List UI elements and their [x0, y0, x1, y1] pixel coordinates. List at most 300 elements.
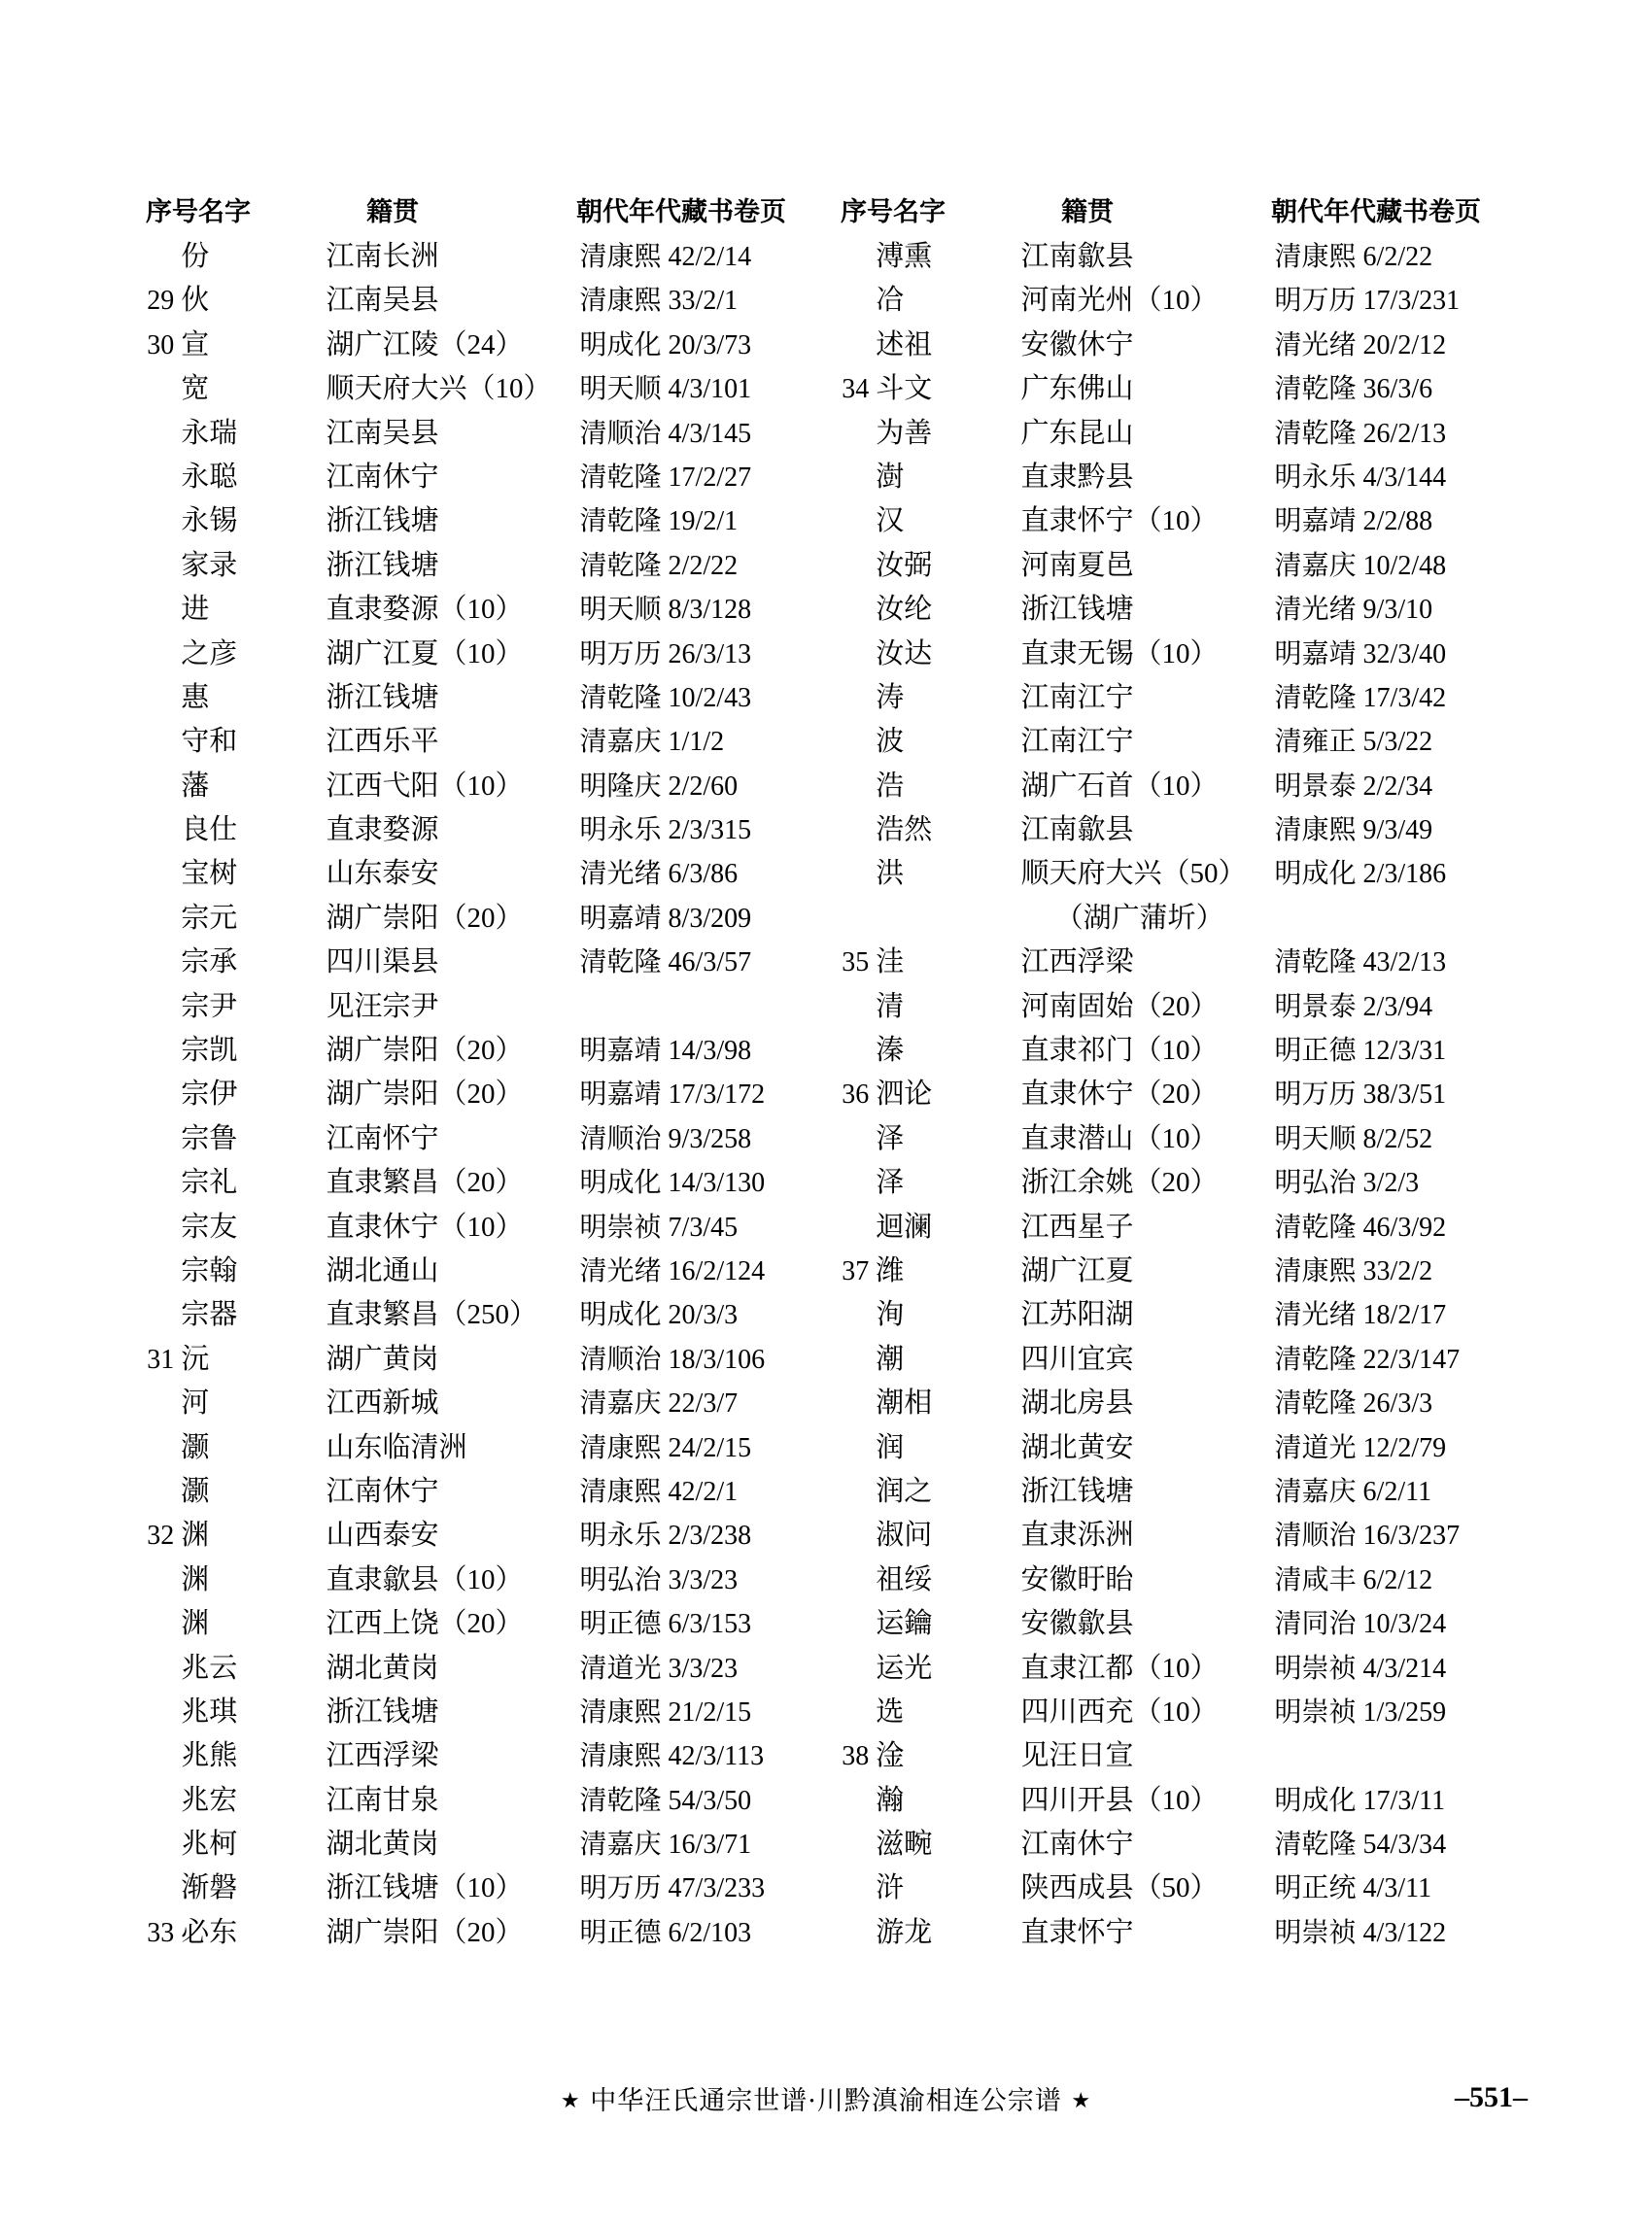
table-row	[134, 1734, 829, 1778]
table-row	[134, 765, 829, 808]
row-name: 宣	[181, 328, 210, 360]
row-source: 明万历 17/3/231	[1274, 286, 1461, 317]
row-name: 宗元	[181, 902, 238, 934]
row-name: 渊	[181, 1520, 210, 1552]
row-name: 兆琪	[181, 1696, 238, 1728]
row-name: 永瑞	[181, 417, 238, 449]
row-origin: 江西弋阳（10）	[326, 770, 524, 802]
row-origin: 浙江钱塘（10）	[326, 1872, 524, 1904]
row-source: 清嘉庆 10/2/48	[1274, 550, 1447, 581]
row-origin: 江南歙县	[1020, 241, 1134, 272]
row-name: 渐磐	[181, 1872, 238, 1904]
row-origin: 江南甘泉	[326, 1784, 439, 1816]
row-name: 涛	[876, 681, 905, 713]
table-row	[134, 1426, 829, 1470]
row-source: 明成化 2/3/186	[1274, 859, 1447, 890]
row-source: 清乾隆 54/3/50	[579, 1785, 752, 1816]
table-row	[134, 412, 829, 456]
table-row	[134, 897, 829, 941]
row-origin: 浙江钱塘	[326, 1696, 439, 1728]
table-row	[829, 941, 1524, 984]
row-index: 37	[842, 1255, 870, 1286]
row-origin: 直隶休宁（20）	[1020, 1079, 1219, 1111]
row-source: 清乾隆 46/3/57	[579, 947, 752, 978]
table-row	[829, 1029, 1524, 1073]
row-source: 清光绪 20/2/12	[1274, 329, 1447, 360]
table-row	[829, 897, 1524, 941]
table-row	[829, 1161, 1524, 1205]
table-row	[134, 1382, 829, 1425]
row-origin: 湖广江夏	[1020, 1254, 1134, 1286]
row-name: 兆云	[181, 1652, 238, 1684]
row-origin: 广东佛山	[1020, 373, 1134, 405]
row-source: 明嘉靖 2/2/88	[1274, 506, 1433, 537]
genealogy-table	[134, 190, 1524, 1955]
row-name: 宗友	[181, 1211, 238, 1243]
row-origin: 湖广江陵（24）	[326, 328, 524, 360]
row-name: 伙	[181, 285, 210, 317]
row-origin: 湖北黄安	[1020, 1431, 1134, 1463]
row-name: 泽	[876, 1167, 905, 1199]
row-source: 明正统 4/3/11	[1274, 1873, 1432, 1904]
row-source: 明成化 17/3/11	[1274, 1785, 1446, 1816]
right-column-header	[829, 190, 1524, 235]
row-source: 清咸丰 6/2/12	[1274, 1564, 1433, 1595]
table-row	[829, 1382, 1524, 1425]
table-row	[829, 985, 1524, 1029]
row-name: 滋畹	[876, 1829, 933, 1861]
row-name: 浩	[876, 770, 905, 802]
table-row	[134, 941, 829, 984]
row-name: 迴澜	[876, 1211, 933, 1243]
row-source: 明景泰 2/2/34	[1274, 771, 1433, 802]
row-source: 清嘉庆 6/2/11	[1274, 1476, 1432, 1507]
table-row	[134, 1117, 829, 1161]
table-row	[829, 1779, 1524, 1823]
row-name: 宗翰	[181, 1254, 238, 1286]
table-row	[134, 633, 829, 676]
row-index: 36	[842, 1079, 870, 1111]
row-source: 清嘉庆 1/1/2	[579, 727, 725, 758]
row-name: 兆宏	[181, 1784, 238, 1816]
row-source: 明万历 47/3/233	[579, 1873, 766, 1904]
table-row	[134, 1779, 829, 1823]
row-source: 明正德 12/3/31	[1274, 1036, 1447, 1067]
left-column-header	[134, 190, 829, 235]
row-source: 明永乐 2/3/238	[579, 1521, 752, 1552]
row-source: 清光绪 18/2/17	[1274, 1300, 1447, 1331]
row-index: 29	[147, 286, 175, 317]
row-origin: 安徽歙县	[1020, 1608, 1134, 1640]
row-origin: 山东泰安	[326, 858, 439, 890]
table-row	[134, 1470, 829, 1514]
row-name: 之彦	[181, 637, 238, 669]
row-source: 清康熙 24/2/15	[579, 1432, 752, 1463]
row-name: 汝纶	[876, 594, 933, 626]
table-row	[829, 1250, 1524, 1293]
row-source: 清乾隆 26/3/3	[1274, 1388, 1433, 1420]
row-name: 述祖	[876, 328, 933, 360]
row-source: 明天顺 4/3/101	[579, 374, 752, 405]
row-name: 斗文	[876, 373, 933, 405]
table-row	[829, 544, 1524, 588]
row-name: 宽	[181, 373, 210, 405]
row-name: 瀚	[876, 1784, 905, 1816]
row-name: 澍	[876, 461, 905, 493]
row-index: 32	[147, 1521, 175, 1552]
row-origin: 直隶潜山（10）	[1020, 1122, 1219, 1154]
row-origin: 直隶黔县	[1020, 461, 1134, 493]
table-row	[134, 324, 829, 367]
row-name: 游龙	[876, 1916, 933, 1948]
row-source: 清康熙 33/2/1	[579, 286, 739, 317]
row-origin: 湖北通山	[326, 1254, 439, 1286]
table-row	[829, 1602, 1524, 1646]
row-origin: 湖广崇阳（20）	[326, 1079, 524, 1111]
row-origin: 四川开县（10）	[1020, 1784, 1219, 1816]
row-origin: 安徽盱眙	[1020, 1563, 1134, 1595]
row-origin: 湖广崇阳（20）	[326, 1916, 524, 1948]
row-origin: 湖北黄岗	[326, 1829, 439, 1861]
row-origin: 直隶怀宁（10）	[1020, 505, 1219, 537]
row-origin: 直隶繁昌（250）	[326, 1299, 538, 1331]
row-source: 清同治 10/3/24	[1274, 1609, 1447, 1640]
row-source: 明永乐 4/3/144	[1274, 462, 1447, 493]
row-source: 清光绪 9/3/10	[1274, 595, 1433, 626]
row-origin: 湖广崇阳（20）	[326, 1035, 524, 1067]
row-origin: 直隶休宁（10）	[326, 1211, 524, 1243]
row-name: 必东	[181, 1916, 238, 1948]
row-name: 守和	[181, 726, 238, 758]
row-name: 润	[876, 1431, 905, 1463]
row-name: 永锡	[181, 505, 238, 537]
table-row	[134, 1073, 829, 1116]
table-row	[829, 808, 1524, 852]
row-origin: 广东昆山	[1020, 417, 1134, 449]
table-row	[829, 279, 1524, 323]
table-row	[829, 588, 1524, 632]
row-name: 宗凯	[181, 1035, 238, 1067]
row-name: 灏	[181, 1475, 210, 1507]
table-row	[829, 1073, 1524, 1116]
table-row	[829, 1470, 1524, 1514]
row-source: 清乾隆 2/2/22	[579, 550, 739, 581]
table-row	[134, 1691, 829, 1734]
row-name: 进	[181, 594, 210, 626]
row-origin: 直隶怀宁	[1020, 1916, 1134, 1948]
table-row	[829, 1293, 1524, 1337]
row-name: 河	[181, 1388, 210, 1420]
row-source: 明弘治 3/3/23	[579, 1564, 739, 1595]
row-name: 沅	[181, 1343, 210, 1375]
row-source: 明万历 38/3/51	[1274, 1079, 1447, 1111]
row-name: 淦	[876, 1740, 905, 1772]
row-source: 明永乐 2/3/315	[579, 815, 752, 846]
header-source: 朝代年代藏书卷页	[576, 197, 786, 227]
row-index: 34	[842, 374, 870, 405]
table-row	[829, 1647, 1524, 1691]
table-row	[134, 1602, 829, 1646]
table-row	[829, 367, 1524, 411]
row-origin: 山东临清洲	[326, 1431, 467, 1463]
row-name: 渊	[181, 1608, 210, 1640]
table-row	[829, 633, 1524, 676]
row-name: 泽	[876, 1122, 905, 1154]
row-name: 宗承	[181, 946, 238, 978]
row-name: 汝弼	[876, 549, 933, 581]
table-row	[134, 1338, 829, 1382]
row-name: 宗器	[181, 1299, 238, 1331]
row-origin: 江西乐平	[326, 726, 439, 758]
table-row	[829, 1911, 1524, 1955]
row-source: 清光绪 6/3/86	[579, 859, 739, 890]
row-origin: 江南吴县	[326, 417, 439, 449]
row-source: 清顺治 16/3/237	[1274, 1521, 1461, 1552]
table-row	[134, 985, 829, 1029]
row-origin: 江南歙县	[1020, 814, 1134, 846]
table-row	[829, 1117, 1524, 1161]
row-origin: 四川渠县	[326, 946, 439, 978]
row-origin: 河南光州（10）	[1020, 285, 1219, 317]
header-name: 序号名字	[841, 197, 946, 227]
row-origin: 浙江钱塘	[326, 505, 439, 537]
table-row	[134, 1161, 829, 1205]
row-name: 运光	[876, 1652, 933, 1684]
row-source: 清康熙 9/3/49	[1274, 815, 1433, 846]
row-name: 渊	[181, 1563, 210, 1595]
row-origin: 浙江余姚（20）	[1020, 1167, 1219, 1199]
table-row	[829, 456, 1524, 499]
table-row	[134, 1206, 829, 1250]
row-origin: 江南江宁	[1020, 681, 1134, 713]
table-row	[829, 852, 1524, 896]
row-name: 洪	[876, 858, 905, 890]
row-origin: 江南休宁	[326, 461, 439, 493]
row-origin: 湖广黄岗	[326, 1343, 439, 1375]
row-source: 明正德 6/3/153	[579, 1609, 752, 1640]
row-origin: 湖北黄岗	[326, 1652, 439, 1684]
row-origin: （湖广蒲圻）	[1054, 902, 1224, 934]
row-source: 清道光 3/3/23	[579, 1653, 739, 1684]
header-source: 朝代年代藏书卷页	[1271, 197, 1481, 227]
row-name: 良仕	[181, 814, 238, 846]
star-right-icon: ★	[1071, 2089, 1092, 2113]
table-row	[829, 1867, 1524, 1910]
row-source: 清康熙 6/2/22	[1274, 242, 1433, 272]
row-source: 明弘治 3/2/3	[1274, 1168, 1420, 1199]
table-row	[134, 1514, 829, 1558]
row-source: 明天顺 8/3/128	[579, 595, 752, 626]
row-source: 明崇祯 4/3/122	[1274, 1917, 1447, 1948]
star-left-icon: ★	[560, 2089, 581, 2113]
table-row	[134, 1911, 829, 1955]
row-source: 清乾隆 54/3/34	[1274, 1830, 1447, 1861]
table-row	[829, 676, 1524, 720]
table-row	[829, 412, 1524, 456]
row-name: 潮	[876, 1343, 905, 1375]
row-origin: 湖北房县	[1020, 1388, 1134, 1420]
row-name: 祖绥	[876, 1563, 933, 1595]
table-row	[829, 1338, 1524, 1382]
table-row	[134, 367, 829, 411]
row-origin: 直隶婺源（10）	[326, 594, 524, 626]
row-source: 清顺治 9/3/258	[579, 1123, 752, 1154]
row-origin: 见汪日宣	[1020, 1740, 1134, 1772]
row-origin: 浙江钱塘	[1020, 594, 1134, 626]
right-rows	[829, 235, 1524, 1955]
row-name: 冾	[876, 285, 905, 317]
row-origin: 直隶江都（10）	[1020, 1652, 1219, 1684]
table-row	[829, 720, 1524, 764]
row-source: 清乾隆 43/2/13	[1274, 947, 1447, 978]
row-source: 清嘉庆 22/3/7	[579, 1388, 739, 1420]
row-index: 33	[147, 1917, 175, 1948]
row-source: 清乾隆 46/3/92	[1274, 1212, 1447, 1243]
table-row	[134, 544, 829, 588]
row-source: 明景泰 2/3/94	[1274, 991, 1433, 1022]
row-source: 清乾隆 17/2/27	[579, 462, 752, 493]
row-origin: 江南休宁	[326, 1475, 439, 1507]
row-origin: 湖广崇阳（20）	[326, 902, 524, 934]
row-source: 清康熙 42/3/113	[579, 1741, 765, 1772]
row-name: 宗伊	[181, 1079, 238, 1111]
row-source: 清光绪 16/2/124	[579, 1255, 766, 1286]
row-name: 家录	[181, 549, 238, 581]
table-row	[134, 588, 829, 632]
table-row	[134, 1647, 829, 1691]
row-origin: 见汪宗尹	[326, 990, 439, 1022]
row-source: 清嘉庆 16/3/71	[579, 1830, 752, 1861]
row-origin: 河南夏邑	[1020, 549, 1134, 581]
table-row	[134, 1867, 829, 1910]
row-source: 明隆庆 2/2/60	[579, 771, 739, 802]
row-name: 运鑰	[876, 1608, 933, 1640]
table-row	[134, 235, 829, 279]
header-origin: 籍贯	[1061, 197, 1114, 227]
row-source: 明万历 26/3/13	[579, 638, 752, 669]
row-source: 清雍正 5/3/22	[1274, 727, 1433, 758]
row-name: 永聪	[181, 461, 238, 493]
table-row	[829, 1514, 1524, 1558]
table-row	[829, 1734, 1524, 1778]
row-name: 浒	[876, 1872, 905, 1904]
header-origin: 籍贯	[366, 197, 419, 227]
row-origin: 湖广石首（10）	[1020, 770, 1219, 802]
row-source: 清乾隆 10/2/43	[579, 682, 752, 713]
row-origin: 江南怀宁	[326, 1122, 439, 1154]
row-source: 清顺治 4/3/145	[579, 418, 752, 449]
row-name: 为善	[876, 417, 933, 449]
row-name: 灏	[181, 1431, 210, 1463]
table-row	[134, 499, 829, 543]
row-name: 宗尹	[181, 990, 238, 1022]
row-name: 浩然	[876, 814, 933, 846]
table-row	[134, 1293, 829, 1337]
table-row	[829, 324, 1524, 367]
row-source: 明成化 14/3/130	[579, 1168, 766, 1199]
table-row	[829, 1691, 1524, 1734]
table-row	[829, 1559, 1524, 1602]
row-source: 清乾隆 26/2/13	[1274, 418, 1447, 449]
row-source: 清乾隆 19/2/1	[579, 506, 739, 537]
row-source: 明嘉靖 14/3/98	[579, 1036, 752, 1067]
row-index: 31	[147, 1344, 175, 1375]
table-row	[134, 720, 829, 764]
row-origin: 顺天府大兴（50）	[1020, 858, 1247, 890]
row-origin: 直隶繁昌（20）	[326, 1167, 524, 1199]
row-origin: 江西星子	[1020, 1211, 1134, 1243]
row-origin: 直隶祁门（10）	[1020, 1035, 1219, 1067]
row-source: 清乾隆 36/3/6	[1274, 374, 1433, 405]
row-name: 兆熊	[181, 1740, 238, 1772]
row-origin: 江西上饶（20）	[326, 1608, 524, 1640]
table-row	[134, 1559, 829, 1602]
row-name: 洵	[876, 1299, 905, 1331]
row-source: 明成化 20/3/3	[579, 1300, 739, 1331]
row-source: 明崇祯 1/3/259	[1274, 1696, 1447, 1728]
row-source: 清康熙 21/2/15	[579, 1696, 752, 1728]
row-index: 38	[842, 1741, 870, 1772]
row-name: 泗论	[876, 1079, 933, 1111]
row-name: 惠	[181, 681, 210, 713]
row-source: 明天顺 8/2/52	[1274, 1123, 1433, 1154]
table-row	[134, 1029, 829, 1073]
row-name: 兆柯	[181, 1829, 238, 1861]
row-name: 淑问	[876, 1520, 933, 1552]
row-source: 明嘉靖 32/3/40	[1274, 638, 1447, 669]
row-source: 明正德 6/2/103	[579, 1917, 752, 1948]
row-name: 波	[876, 726, 905, 758]
row-origin: 浙江钱塘	[1020, 1475, 1134, 1507]
table-row	[829, 765, 1524, 808]
row-origin: 江南长洲	[326, 241, 439, 272]
row-source: 清乾隆 17/3/42	[1274, 682, 1447, 713]
row-origin: 浙江钱塘	[326, 681, 439, 713]
row-source: 明嘉靖 8/3/209	[579, 903, 752, 934]
row-origin: 四川西充（10）	[1020, 1696, 1219, 1728]
row-name: 份	[181, 241, 210, 272]
table-row	[134, 279, 829, 323]
row-name: 宗鲁	[181, 1122, 238, 1154]
row-origin: 江苏阳湖	[1020, 1299, 1134, 1331]
row-source: 清道光 12/2/79	[1274, 1432, 1447, 1463]
table-row	[134, 808, 829, 852]
row-source: 清顺治 18/3/106	[579, 1344, 766, 1375]
row-origin: 浙江钱塘	[326, 549, 439, 581]
row-source: 明崇祯 4/3/214	[1274, 1653, 1447, 1684]
row-index: 30	[147, 329, 175, 360]
row-source: 清康熙 33/2/2	[1274, 1255, 1433, 1286]
row-source: 清康熙 42/2/1	[579, 1476, 739, 1507]
row-index: 35	[842, 947, 870, 978]
table-row	[829, 1206, 1524, 1250]
row-origin: 江南江宁	[1020, 726, 1134, 758]
table-row	[829, 1823, 1524, 1867]
row-origin: 江西浮梁	[1020, 946, 1134, 978]
right-column	[829, 190, 1524, 1955]
table-row	[134, 456, 829, 499]
table-row	[829, 1426, 1524, 1470]
row-name: 洼	[876, 946, 905, 978]
table-row	[134, 676, 829, 720]
row-origin: 直隶无锡（10）	[1020, 637, 1219, 669]
page-number: –551–	[1455, 2081, 1528, 2113]
row-source: 明嘉靖 17/3/172	[579, 1079, 766, 1111]
left-rows	[134, 235, 829, 1955]
row-origin: 顺天府大兴（10）	[326, 373, 552, 405]
row-source: 明成化 20/3/73	[579, 329, 752, 360]
row-name: 选	[876, 1696, 905, 1728]
